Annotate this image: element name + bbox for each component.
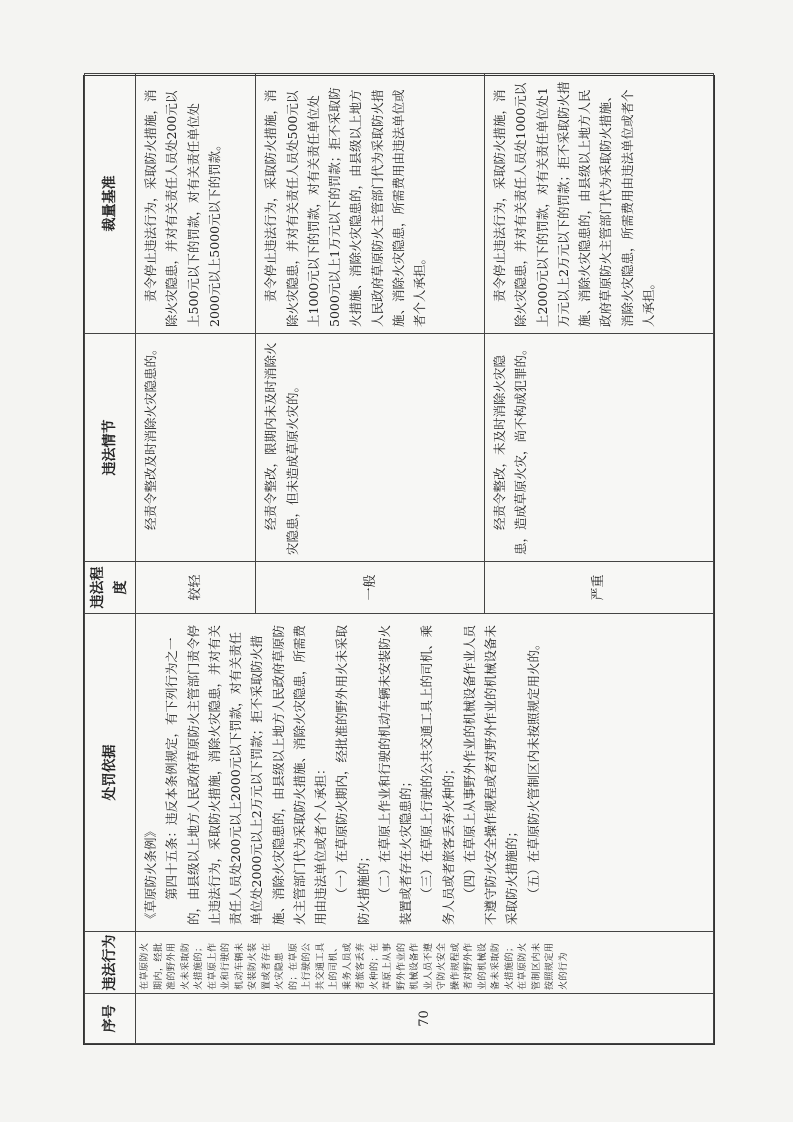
penalty-table — [84, 73, 714, 1044]
basis-item-5: （五）在草原防火管制区内未按照规定用火的。 — [525, 637, 541, 900]
standard-general — [256, 74, 485, 334]
penalty-standard-table-page — [83, 75, 715, 1045]
row-penalty-basis — [136, 614, 714, 932]
degree-minor: 较轻 — [136, 562, 256, 614]
basis-item-1: （一）在草原防火期内，经批准的野外用火未采取防火措施的； — [334, 624, 371, 925]
situation-minor-text: 经责令整改及时消除火灾隐患的。 — [143, 342, 159, 530]
basis-item-3: （三）在草原上行驶的公共交通工具上的司机、乘务人员或者旅客丢弃火种的； — [419, 624, 456, 925]
table-header-row — [85, 74, 136, 1044]
header-situation: 违法情节 — [85, 334, 136, 562]
standard-minor — [136, 74, 256, 334]
standard-serious-text: 责令停止违法行为，采取防火措施，消除火灾隐患，并对有关责任人员处1000元以上2000元以下的罚款，对有关责任单位处1万元以上2万元以下的罚款；拒不采取防火措施、消除火灾隐患的，由县级以上地方人民政府草原防火主管部门代为采取防火措施、消除火灾隐患，所需费用由违法单位或者个人承担。 — [492, 81, 656, 327]
basis-article: 第四十五条：违反本条例规定，有下列行为之一的，由县级以上地方人民政府草原防火主管部门责令停止违法行为，采取防火措施，消除火灾隐患，并对有关责任人员处200元以上2000元以下罚款，对有关责任单位处2000元以上2万元以下罚款；拒不采取防火措施、消除火灾隐患的，由县级以上地方人民政府草原防火主管部门代为采取防火措施、消除火灾隐患，所需费用由违法单位或者个人承担： — [164, 624, 329, 925]
situation-serious-text: 经责令整改，未及时消除火灾隐患，造成草原火灾，尚不构成犯罪的。 — [492, 342, 529, 555]
degree-serious: 严重 — [485, 562, 714, 614]
basis-item-2: （二）在草原上作业和行驶的机动车辆未安装防火装置或者存在火灾隐患的； — [376, 624, 414, 925]
situation-minor — [136, 334, 256, 562]
header-standard: 裁量基准 — [85, 74, 136, 334]
header-basis: 处罚依据 — [85, 614, 136, 932]
table-row — [136, 74, 256, 1044]
standard-minor-text: 责令停止违法行为，采取防火措施，消除火灾隐患，并对有关责任人员处200元以上500元以下的罚款，对有关责任单位处2000元以上5000元以下的罚款。 — [143, 89, 222, 327]
situation-general — [256, 334, 485, 562]
basis-item-4: （四）在草原上从事野外作业的机械设备作业人员不遵守防火安全操作规程或者对野外作业的机械设备未采取防火措施的； — [461, 624, 520, 925]
basis-law-title: 《草原防火条例》 — [143, 824, 159, 925]
situation-serious — [485, 334, 714, 562]
standard-general-text: 责令停止违法行为，采取防火措施，消除火灾隐患，并对有关责任人员处500元以上1000元以下的罚款，对有关责任单位处5000元以上1万元以下的罚款；拒不采取防火措施、消除火灾隐患的，由县级以上地方人民政府草原防火主管部门代为采取防火措施、消除火灾隐患，所需费用由违法单位或者个人承担。 — [263, 87, 428, 327]
header-seq: 序号 — [85, 994, 136, 1044]
row-violation-act: 在草原防火期内，经批准的野外用火未采取防火措施的；在草原上作业和行驶的机动车辆未安装防火装置或者存在火灾隐患的；在草原上行驶的公共交通工具上的司机、乘务人员或者旅客丢弃火种的；在草原上从事野外作业的机械设备作业人员不遵守防火安全操作规程或者对野外作业的机械设备未采取防火措施的；在草原防火管制区内未按照规定用火的行为 — [136, 932, 714, 994]
standard-serious — [485, 74, 714, 334]
degree-general: 一般 — [256, 562, 485, 614]
row-seq: 70 — [136, 994, 714, 1044]
header-act: 违法行为 — [85, 932, 136, 994]
header-degree: 违法程度 — [85, 562, 136, 614]
situation-general-text: 经责令整改，限期内未及时消除火灾隐患，但未造成草原火灾的。 — [263, 342, 300, 555]
